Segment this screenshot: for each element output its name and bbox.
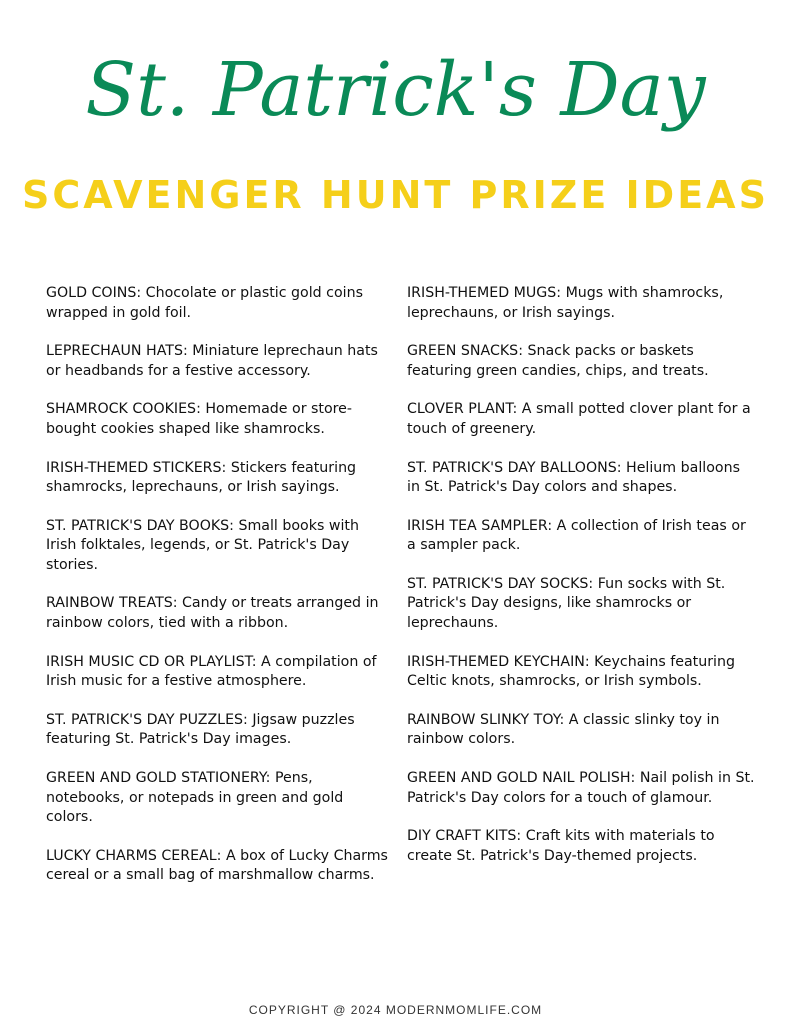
prize-list-right [407, 284, 757, 885]
list-item: IRISH-THEMED KEYCHAIN: Keychains featuring Celtic knots, shamrocks, or Irish symbols. [407, 653, 735, 690]
list-item: IRISH-THEMED MUGS: Mugs with shamrocks, leprechauns, or Irish sayings. [407, 285, 724, 321]
list-item: LEPRECHAUN HATS: Miniature leprechaun hats or headbands for a festive accessory. [46, 343, 378, 379]
page-title: St. Patrick's Day [85, 47, 706, 133]
list-item: RAINBOW TREATS: Candy or treats arranged in rainbow colors, tied with a ribbon. [46, 595, 379, 631]
list-item: LUCKY CHARMS CEREAL: A box of Lucky Charms cereal or a small bag of marshmallow charms. [46, 847, 388, 884]
list-item: RAINBOW SLINKY TOY: A classic slinky toy in rainbow colors. [407, 711, 720, 748]
list-item: GREEN AND GOLD NAIL POLISH: Nail polish in St. Patrick's Day colors for a touch of glamour. [407, 770, 755, 806]
list-item: ST. PATRICK'S DAY BOOKS: Small books with Irish folktales, legends, or St. Patrick's Day stories. [46, 517, 359, 573]
list-item: IRISH TEA SAMPLER: A collection of Irish teas or a sampler pack. [407, 517, 746, 554]
list-item: IRISH-THEMED STICKERS: Stickers featuring shamrocks, leprechauns, or Irish sayings. [46, 459, 357, 496]
list-item: IRISH MUSIC CD OR PLAYLIST: A compilation of Irish music for a festive atmosphere. [46, 653, 377, 690]
list-item: SHAMROCK COOKIES: Homemade or store-bought cookies shaped like shamrocks. [46, 401, 353, 437]
list-item: DIY CRAFT KITS: Craft kits with materials to create St. Patrick's Day-themed projects. [407, 828, 715, 864]
list-item: ST. PATRICK'S DAY PUZZLES: Jigsaw puzzles featuring St. Patrick's Day images. [46, 711, 355, 748]
page-subtitle: SCAVENGER HUNT PRIZE IDEAS [22, 173, 769, 217]
list-item: GREEN AND GOLD STATIONERY: Pens, notebooks, or notepads in green and gold colors. [46, 770, 344, 825]
list-item: GOLD COINS: Chocolate or plastic gold coins wrapped in gold foil. [46, 285, 363, 321]
list-item: GREEN SNACKS: Snack packs or baskets featuring green candies, chips, and treats. [407, 343, 709, 379]
copyright-footer: COPYRIGHT @ 2024 MODERNMOMLIFE.COM [248, 1003, 543, 1017]
list-item: ST. PATRICK'S DAY BALLOONS: Helium balloons in St. Patrick's Day colors and shapes. [407, 459, 740, 496]
prize-list-left [46, 284, 391, 905]
list-item: ST. PATRICK'S DAY SOCKS: Fun socks with St. Patrick's Day designs, like shamrocks or leprechauns. [407, 575, 726, 631]
list-item: CLOVER PLANT: A small potted clover plant for a touch of greenery. [407, 401, 751, 437]
